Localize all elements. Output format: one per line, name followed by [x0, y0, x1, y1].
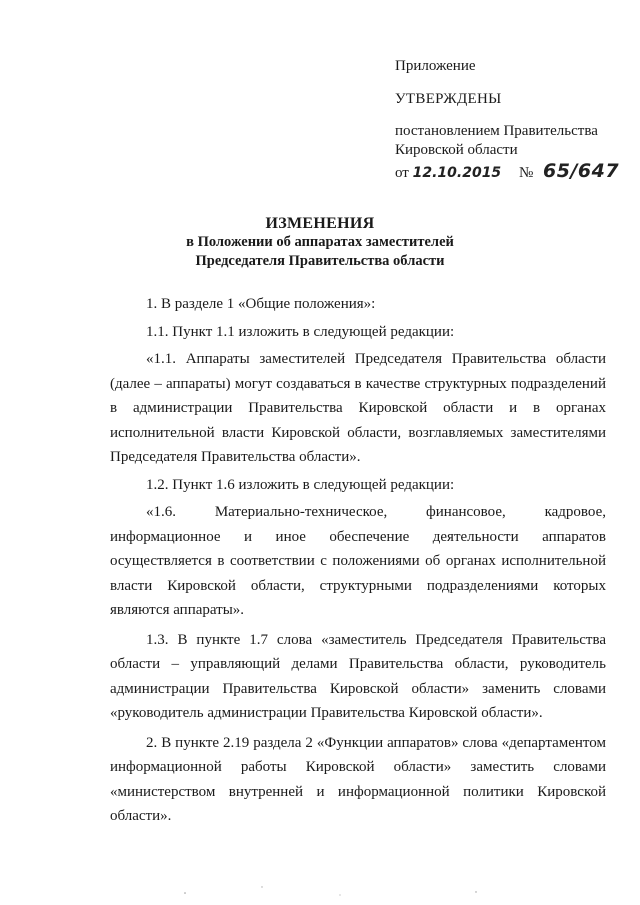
document-title-block	[0, 215, 640, 271]
approved-label: УТВЕРЖДЕНЫ	[395, 91, 502, 107]
paragraph-1-6-text: «1.6. Материально-техническое, финансовое, кадровое, информационное и иное обеспечение деятельности аппаратов осуществляется в соответствии с положениями об органах исполнительной власти Кировской области, структурными подразделениями которых являются аппараты».	[110, 504, 606, 618]
scan-specks	[0, 881, 640, 901]
number-sign: №	[518, 165, 534, 181]
paragraph-1-1-text: «1.1. Аппараты заместителей Председателя Правительства области (далее – аппараты) могут создаваться в качестве структурных подразделений в администрации Правительства Кировской области и в органах исполнительной власти Кировской области, возглавляемых заместителями Председателя Правительства области».	[110, 351, 606, 465]
paragraph-1-3: 1.3. В пункте 1.7 слова «заместитель Председателя Правительства области – управляющий делами Правительства области, руководитель администрации Правительства Кировской области» заменить словами «руководитель администрации Правительства Кировской области».	[110, 631, 606, 721]
handwritten-date: 12.10.2015	[412, 165, 502, 181]
decree-line-2: Кировской области	[395, 142, 518, 158]
document-subtitle-line-1: в Положении об аппаратах заместителей	[186, 234, 454, 250]
paragraph-1-1: 1.1. Пункт 1.1 изложить в следующей редакции:	[146, 323, 455, 340]
handwritten-decree-number: 65/647	[543, 160, 620, 182]
document-body	[110, 292, 606, 829]
date-prefix: от	[395, 165, 409, 181]
appendix-label: Приложение	[395, 58, 476, 74]
decree-line-1: постановлением Правительства	[395, 123, 598, 139]
document-subtitle-line-2: Председателя Правительства области	[195, 253, 445, 269]
paragraph-section-1: 1. В разделе 1 «Общие положения»:	[146, 296, 376, 312]
paragraph-1-2: 1.2. Пункт 1.6 изложить в следующей редакции:	[146, 476, 455, 493]
approval-header	[395, 58, 625, 184]
paragraph-section-2: 2. В пункте 2.19 раздела 2 «Функции аппаратов» слова «департаментом информационной работы Кировской области» заместить словами «министерством внутренней и информационной политики Кировской области».	[110, 734, 606, 824]
decree-date-number-line	[395, 160, 625, 184]
document-title: ИЗМЕНЕНИЯ	[265, 215, 375, 232]
